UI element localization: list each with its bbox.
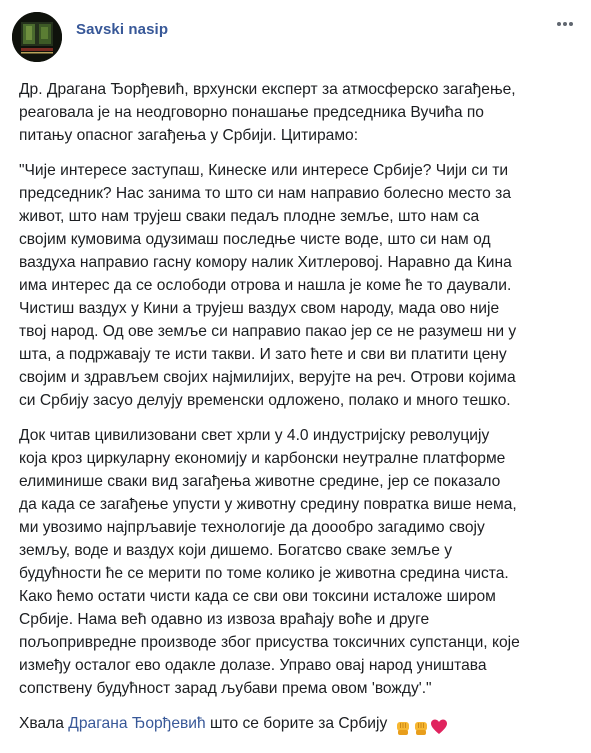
red-heart-emoji: [430, 718, 448, 736]
raised-fist-emoji: [394, 718, 412, 736]
emoji-group: [394, 715, 448, 738]
post-text: [19, 78, 577, 750]
page-name-link[interactable]: Savski nasip: [76, 21, 169, 38]
post-paragraph-technology: Док читав цивилизовани свет хрли у 4.0 индустријску револуцију која кроз циркуларну економију и карбонски неутралне платформе елиминише сваки вид загађења животне средине, јер се показало да када се загађење упусти у животну средину повратка више нема, ми увозимо најпрљавије технологије да дooобро загадимо своју земљу, воде и ваздух који дишемо. Богатсво сваке земље у будућности ће се мерити по томе колико је животна средина чиста. Како ћемо остати чисти када се сви ови токсини исталоже широм Србије. Нама већ одавно из извоза враћају воће и друге пољопривредне производе због присуства токсичних супстанци, које између осталог ево одакле долазе. Управо овај народ уништава сопствену будућност зарад љубави према овом 'вожду'.": [19, 427, 520, 697]
mention-link[interactable]: Драгана Ђорђевић: [68, 715, 206, 732]
post-paragraph-intro: Др. Драгана Ђорђевић, врхунски експерт за атмосферско загађење, реаговала је на неодговорно понашање председника Вучића по питању опасног загађења у Србији. Цитирамо:: [19, 81, 516, 144]
post-paragraph-closing: [19, 712, 577, 738]
post-paragraph-quote: "Чије интересе заступаш, Кинеске или интересе Србије? Чији си ти председник? Нас занима то што си нам направио болесно место за живот, што нам трујеш сваки педаљ плодне земље, што нам са својим кумовима одузимаш последње чисте воде, што си нам од ваздуха направио гасну комору налик Хитлеровој. Наравно да Кина има интерес да се ослободи отрова и нашла је коме ће то даували. Чистиш ваздух у Кини а трујеш ваздух свом народу, мада ово није твој народ. Од ове земље си направио пакао јер се не разумеш ни у шта, а подржавају те исти такви. И зато ћете и сви ви платити цену својим и здрављем својих најмилијих, верујте на реч. Отрови којима си Србију засуо делују временски одложено, полако и много тешко.: [19, 162, 517, 409]
raised-fist-emoji: [412, 718, 430, 736]
page-avatar[interactable]: [12, 12, 62, 62]
post-header: [12, 12, 579, 62]
page-avatar-image: [12, 12, 62, 62]
closing-prefix: Хвала: [19, 715, 69, 732]
more-options-button[interactable]: [553, 12, 577, 36]
closing-suffix: што се борите за Србију: [205, 715, 392, 732]
more-options-icon: [553, 12, 577, 36]
